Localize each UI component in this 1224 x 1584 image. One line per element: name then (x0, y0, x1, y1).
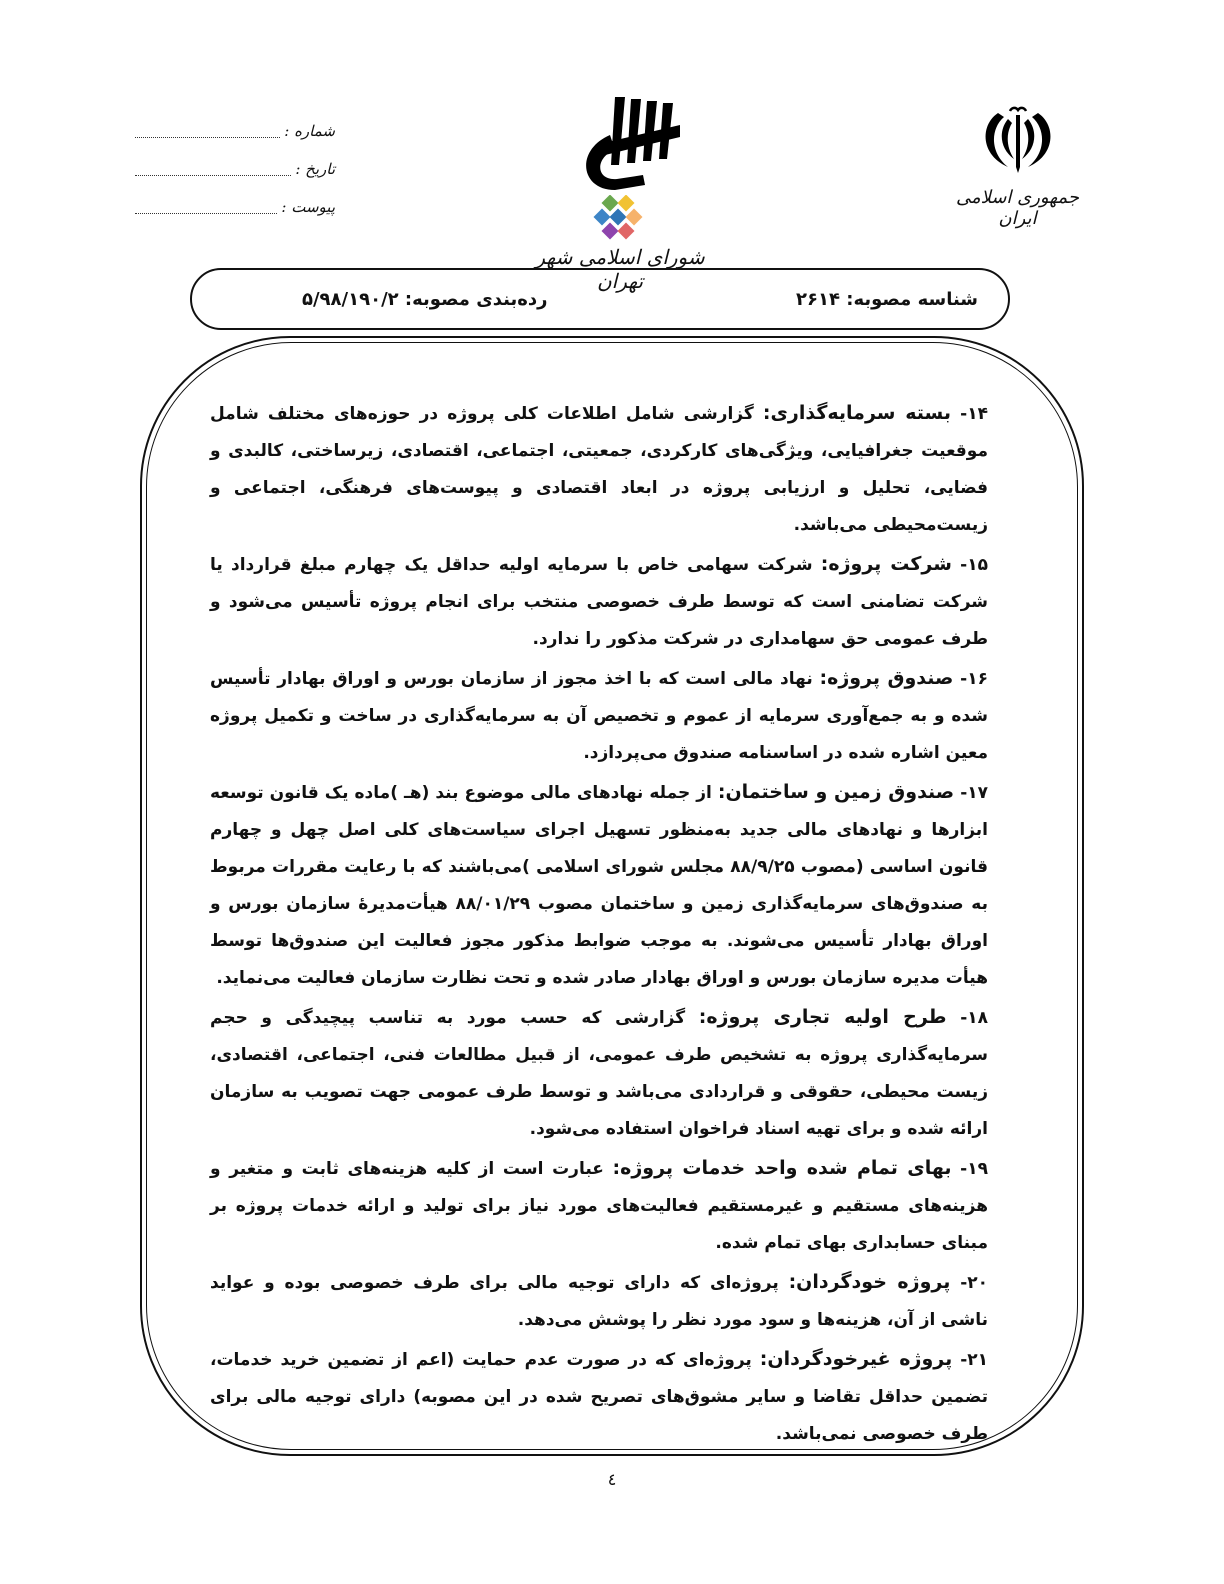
iran-emblem-icon (978, 105, 1058, 175)
definition-item (210, 546, 988, 658)
definition-text: گزارشی شامل اطلاعات کلی پروژه در حوزه‌های مختلف شامل موقعیت جغرافیایی، ویژگی‌های کارکردی، جمعیتی، اجتماعی، اقتصادی، زیرساختی، کالبدی و فضایی، تحلیل و ارزیابی پروژه در ابعاد اقتصادی و پیوست‌های فرهنگی، اجتماعی و زیست‌محیطی می‌باشد. (210, 404, 988, 535)
emblem-caption: جمهوری اسلامی ایران (955, 187, 1080, 229)
definition-term: صندوق زمین و ساختمان: (717, 781, 955, 803)
resolution-classification: رده‌بندی مصوبه: ۵/۹۸/۱۹۰/۲ (302, 288, 548, 310)
definition-text: عبارت است از کلیه هزینه‌های ثابت و متغیر و هزینه‌های مستقیم و غیرمستقیم فعالیت‌های مورد نیاز برای تولید و ارائه خدمات پروژه بر مبنای حسابداری بهای تمام شده. (210, 1159, 988, 1253)
definition-text: از جمله نهادهای مالی موضوع بند (هـ )ماده یک قانون توسعه ابزارها و نهادهای مالی جدید به‌منظور تسهیل اجرای سیاست‌های کلی اصل چهل و چهارم قانون اساسی (مصوب ۸۸/۹/۲۵ مجلس شورای اسلامی )می‌باشند که با رعایت مقررات مربوط به صندوق‌های سرمایه‌گذاری زمین و ساختمان مصوب ۸۸/۰۱/۲۹ هیأت‌مدیرهٔ سازمان بورس و اوراق بهادار تأسیس می‌شوند. به موجب ضوابط مذکور مجوز فعالیت این صندوق‌ها توسط هیأت مدیره سازمان بورس و اوراق بهادار صادر شده و تحت نظارت سازمان فعالیت می‌نماید. (210, 783, 988, 988)
definition-text: گزارشی که حسب مورد به تناسب پیچیدگی و حجم سرمایه‌گذاری پروژه به تشخیص طرف عمومی، از قبیل مطالعات فنی، اجتماعی، اقتصادی، زیست محیطی، حقوقی و قراردادی می‌باشد و توسط طرف عمومی جهت تصویب به سازمان ارائه شده و برای تهیه اسناد فراخوان استفاده می‌شود. (210, 1008, 988, 1139)
council-tiles-icon (590, 195, 650, 243)
definition-term: بهای تمام شده واحد خدمات پروژه: (612, 1157, 952, 1179)
attachment-field (135, 188, 335, 226)
definition-number: ۱۶- (960, 669, 988, 689)
attachment-dotted-line (135, 201, 277, 214)
iran-emblem (945, 105, 1090, 229)
definition-number: ۲۰- (960, 1273, 989, 1293)
page-number: ٤ (607, 1470, 617, 1489)
definition-number: ۱۹- (960, 1159, 988, 1179)
council-calligraphy-icon (555, 95, 685, 195)
definition-term: پروژه غیرخودگردان: (759, 1348, 953, 1370)
date-field (135, 150, 335, 188)
definition-item (210, 1150, 988, 1262)
definition-number: ۱۷- (960, 783, 989, 803)
tehran-city-council-logo (525, 95, 715, 293)
council-name: شورای اسلامی شهر تهران (535, 245, 705, 293)
definition-term: بسته سرمایه‌گذاری: (762, 402, 952, 424)
definition-item (210, 660, 988, 772)
definition-number: ۱۵- (960, 555, 988, 575)
definition-item (210, 395, 988, 544)
date-dotted-line (135, 163, 291, 176)
number-label: شماره : (284, 122, 335, 140)
definition-text: شرکت سهامی خاص با سرمایه اولیه حداقل یک چهارم مبلغ قرارداد یا شرکت تضامنی است که توسط طرف خصوصی منتخب برای انجام پروژه تأسیس می‌شود و طرف عمومی حق سهامداری در شرکت مذکور را ندارد. (210, 555, 988, 649)
definition-term: صندوق پروژه: (819, 667, 954, 689)
definition-number: ۲۱- (960, 1350, 989, 1370)
attachment-label: پیوست : (281, 198, 335, 216)
definition-item (210, 1264, 988, 1339)
definition-item (210, 774, 988, 997)
definition-text: پروژه‌ای که در صورت عدم حمایت (اعم از تضمین خرید خدمات، تضمین حداقل تقاضا و سایر مشوق‌های تصریح شده در این مصوبه) دارای توجیه مالی برای طرف خصوصی نمی‌باشد. (210, 1350, 988, 1444)
definition-item (210, 999, 988, 1148)
number-field (135, 112, 335, 150)
definitions-list (210, 395, 988, 1455)
number-dotted-line (135, 125, 280, 138)
definition-number: ۱۸- (960, 1008, 989, 1028)
definition-item (210, 1341, 988, 1453)
resolution-id: شناسه مصوبه: ۲۶۱۴ (796, 288, 978, 310)
resolution-meta-box (190, 268, 1010, 330)
definition-text: نهاد مالی است که با اخذ مجوز از سازمان بورس و اوراق بهادار تأسیس شده و به جمع‌آوری سرمایه از عموم و تخصیص آن به سرمایه‌گذاری در ساخت و تکمیل پروژه معین اشاره شده در اساسنامه صندوق می‌پردازد. (210, 669, 988, 763)
definition-number: ۱۴- (960, 404, 988, 424)
definition-term: پروژه خودگردان: (788, 1271, 951, 1293)
letterhead-fields (135, 112, 335, 226)
date-label: تاریخ : (295, 160, 335, 178)
definition-text: پروژه‌ای که دارای توجیه مالی برای طرف خصوصی بوده و عواید ناشی از آن، هزینه‌ها و سود مورد نظر را پوشش می‌دهد. (210, 1273, 988, 1330)
definition-term: شرکت پروژه: (820, 553, 952, 575)
definition-term: طرح اولیه تجاری پروژه: (698, 1006, 947, 1028)
